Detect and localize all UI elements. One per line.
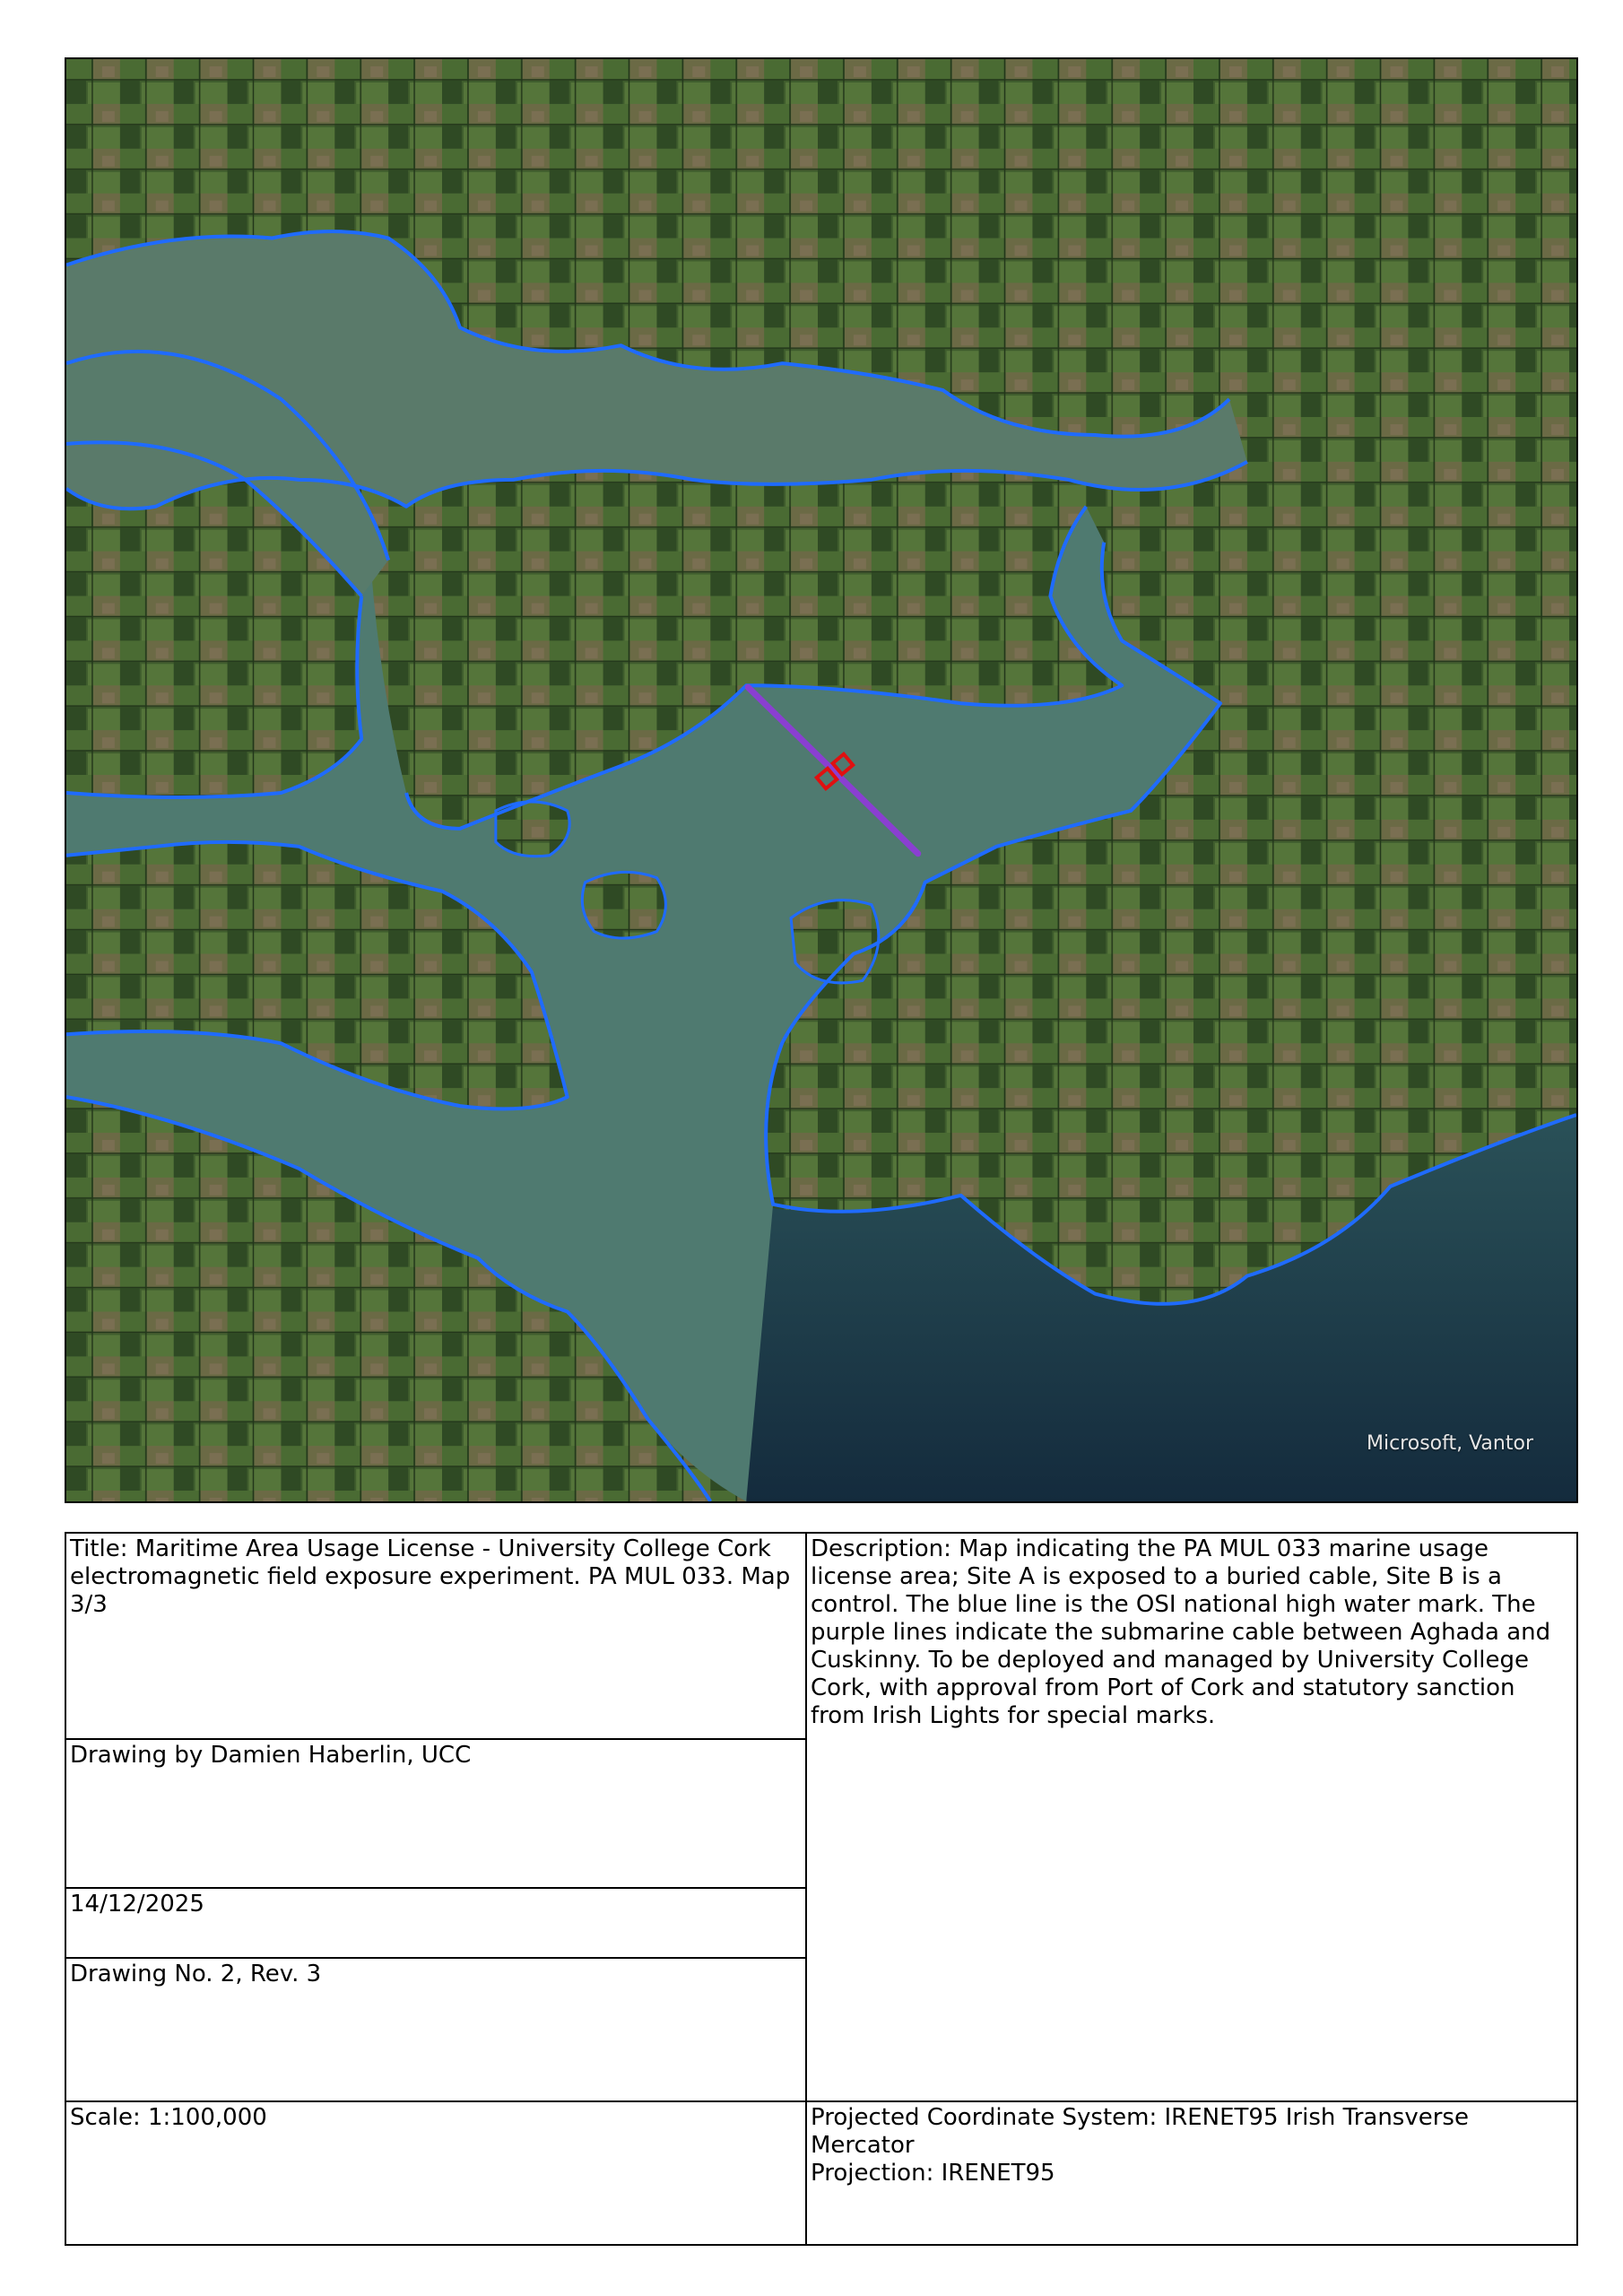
drawing-title: Title: Maritime Area Usage License - University College Cork electromagnetic field exposure experiment. PA MUL 033. Map 3/3 — [70, 1535, 791, 1618]
title-block — [65, 1532, 1578, 2246]
spike-island — [582, 872, 665, 938]
projection: Projection: IRENET95 — [811, 2160, 1055, 2187]
coordinate-system: Projected Coordinate System: IRENET95 Irish Transverse Mercator — [811, 2104, 1469, 2159]
map-frame[interactable] — [65, 57, 1578, 1503]
map-attribution: Microsoft, Vantor — [1366, 1432, 1533, 1455]
satellite-map[interactable] — [66, 59, 1576, 1501]
drawing-number: Drawing No. 2, Rev. 3 — [70, 1961, 322, 1987]
projection-info — [807, 2102, 1576, 2244]
curraghbinny-headland — [791, 900, 879, 983]
drawing-date: 14/12/2025 — [70, 1891, 204, 1918]
drawing-scale: Scale: 1:100,000 — [70, 2104, 267, 2131]
drawing-author: Drawing by Damien Haberlin, UCC — [70, 1742, 472, 1769]
drawing-description: Description: Map indicating the PA MUL 033 marine usage license area; Site A is exposed to a buried cable, Site B is a control. The blue line is the OSI national high water mark. The purple lines indicate the submarine cable between Aghada and Cuskinny. To be deployed and managed by University College Cork, with approval from Port of Cork and statutory sanction from Irish Lights for special marks. — [811, 1535, 1551, 1729]
